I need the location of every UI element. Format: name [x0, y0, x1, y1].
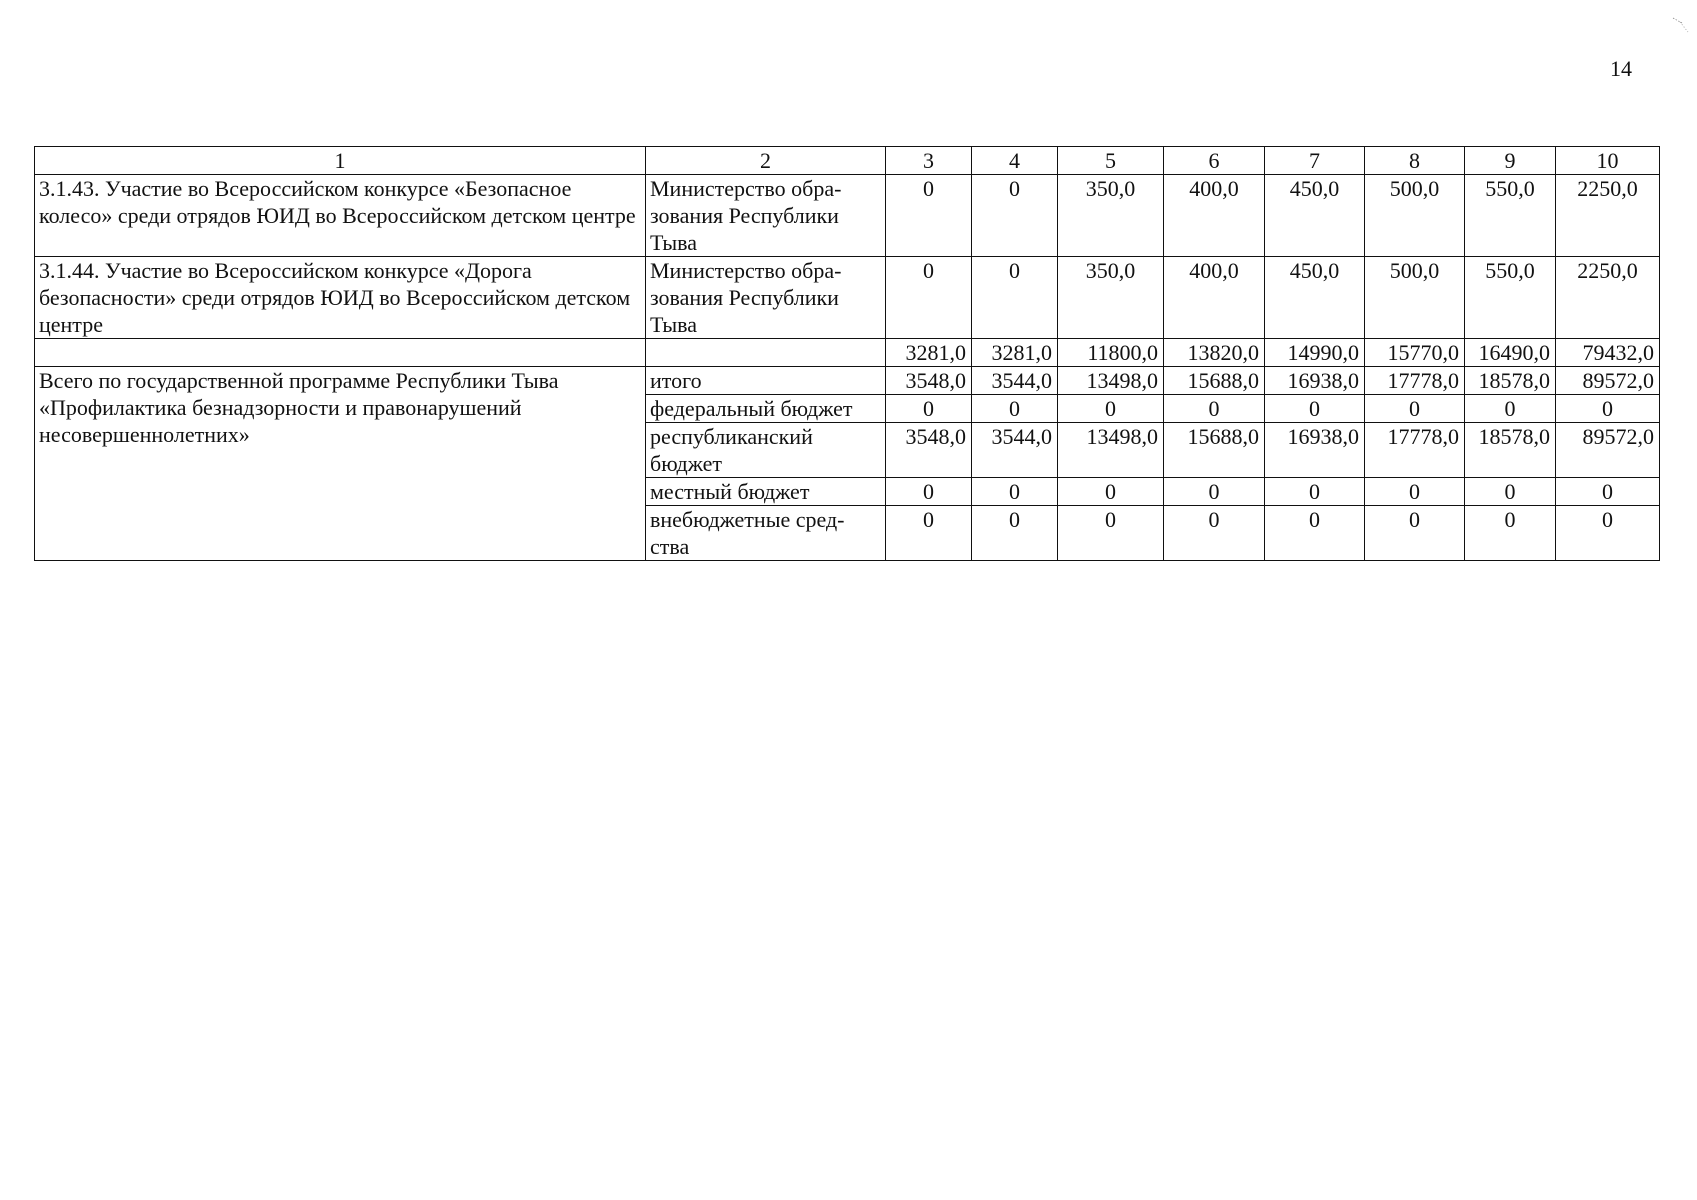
value-cell: 2250,0 [1556, 175, 1660, 257]
column-number: 8 [1365, 147, 1465, 175]
value-cell: 0 [1164, 506, 1265, 561]
column-number-row [35, 147, 1660, 175]
value-cell: 0 [886, 478, 972, 506]
value-cell: 16938,0 [1265, 423, 1365, 478]
value-cell: 3281,0 [972, 339, 1058, 367]
value-cell: 0 [972, 478, 1058, 506]
column-number: 9 [1465, 147, 1556, 175]
value-cell: 0 [1058, 506, 1164, 561]
scan-artifact-mark [1672, 16, 1690, 34]
value-cell: 18578,0 [1465, 423, 1556, 478]
value-cell: 16490,0 [1465, 339, 1556, 367]
value-cell: 13498,0 [1058, 367, 1164, 395]
value-cell: 0 [1164, 395, 1265, 423]
value-cell: 500,0 [1365, 257, 1465, 339]
value-cell: 450,0 [1265, 257, 1365, 339]
value-cell: 0 [1058, 395, 1164, 423]
executor-name: Министерство обра-зования Республики Тыва [646, 175, 886, 257]
value-cell: 500,0 [1365, 175, 1465, 257]
column-number: 5 [1058, 147, 1164, 175]
total-row [35, 367, 1660, 395]
budget-table-container [34, 146, 1659, 561]
value-cell: 15688,0 [1164, 367, 1265, 395]
value-cell: 0 [1365, 506, 1465, 561]
value-cell: 0 [886, 257, 972, 339]
table-row [35, 175, 1660, 257]
funding-source-label: федеральный бюджет [646, 395, 886, 423]
value-cell: 89572,0 [1556, 367, 1660, 395]
activity-name [35, 339, 646, 367]
value-cell: 350,0 [1058, 175, 1164, 257]
value-cell: 0 [1058, 478, 1164, 506]
value-cell: 550,0 [1465, 257, 1556, 339]
value-cell: 0 [972, 395, 1058, 423]
value-cell: 15688,0 [1164, 423, 1265, 478]
value-cell: 3544,0 [972, 423, 1058, 478]
value-cell: 13498,0 [1058, 423, 1164, 478]
program-total-name: Всего по государственной программе Республики Тыва «Профилактика безнадзорности и правонарушений несовершеннолетних» [35, 367, 646, 561]
activity-name: 3.1.43. Участие во Всероссийском конкурсе «Безопасное колесо» среди отрядов ЮИД во Всероссийском детском центре [35, 175, 646, 257]
executor-name: Министерство обра-зования Республики Тыва [646, 257, 886, 339]
value-cell: 0 [1556, 395, 1660, 423]
value-cell: 0 [1465, 478, 1556, 506]
funding-source-label: итого [646, 367, 886, 395]
executor-name [646, 339, 886, 367]
value-cell: 0 [1365, 478, 1465, 506]
table-row [35, 257, 1660, 339]
value-cell: 11800,0 [1058, 339, 1164, 367]
value-cell: 17778,0 [1365, 423, 1465, 478]
value-cell: 0 [1265, 478, 1365, 506]
value-cell: 0 [1556, 506, 1660, 561]
column-number: 7 [1265, 147, 1365, 175]
value-cell: 0 [1556, 478, 1660, 506]
value-cell: 3544,0 [972, 367, 1058, 395]
value-cell: 14990,0 [1265, 339, 1365, 367]
value-cell: 3548,0 [886, 367, 972, 395]
value-cell: 0 [1465, 506, 1556, 561]
column-number: 2 [646, 147, 886, 175]
value-cell: 0 [1465, 395, 1556, 423]
value-cell: 13820,0 [1164, 339, 1265, 367]
value-cell: 0 [886, 506, 972, 561]
subtotal-row [35, 339, 1660, 367]
value-cell: 0 [886, 175, 972, 257]
value-cell: 17778,0 [1365, 367, 1465, 395]
value-cell: 0 [886, 395, 972, 423]
value-cell: 0 [1365, 395, 1465, 423]
value-cell: 400,0 [1164, 175, 1265, 257]
value-cell: 400,0 [1164, 257, 1265, 339]
value-cell: 2250,0 [1556, 257, 1660, 339]
column-number: 3 [886, 147, 972, 175]
value-cell: 0 [972, 175, 1058, 257]
column-number: 10 [1556, 147, 1660, 175]
value-cell: 0 [972, 257, 1058, 339]
value-cell: 450,0 [1265, 175, 1365, 257]
column-number: 6 [1164, 147, 1265, 175]
value-cell: 18578,0 [1465, 367, 1556, 395]
funding-source-label: внебюджетные сред-ства [646, 506, 886, 561]
value-cell: 350,0 [1058, 257, 1164, 339]
value-cell: 0 [1164, 478, 1265, 506]
funding-source-label: местный бюджет [646, 478, 886, 506]
value-cell: 3281,0 [886, 339, 972, 367]
value-cell: 16938,0 [1265, 367, 1365, 395]
value-cell: 89572,0 [1556, 423, 1660, 478]
value-cell: 3548,0 [886, 423, 972, 478]
value-cell: 550,0 [1465, 175, 1556, 257]
value-cell: 0 [1265, 506, 1365, 561]
page-number: 14 [1610, 56, 1632, 81]
activity-name: 3.1.44. Участие во Всероссийском конкурсе «Дорога безопасности» среди отрядов ЮИД во Всероссийском детском центре [35, 257, 646, 339]
value-cell: 0 [972, 506, 1058, 561]
budget-table [34, 146, 1660, 561]
value-cell: 79432,0 [1556, 339, 1660, 367]
value-cell: 0 [1265, 395, 1365, 423]
funding-source-label: республиканский бюджет [646, 423, 886, 478]
column-number: 1 [35, 147, 646, 175]
value-cell: 15770,0 [1365, 339, 1465, 367]
column-number: 4 [972, 147, 1058, 175]
